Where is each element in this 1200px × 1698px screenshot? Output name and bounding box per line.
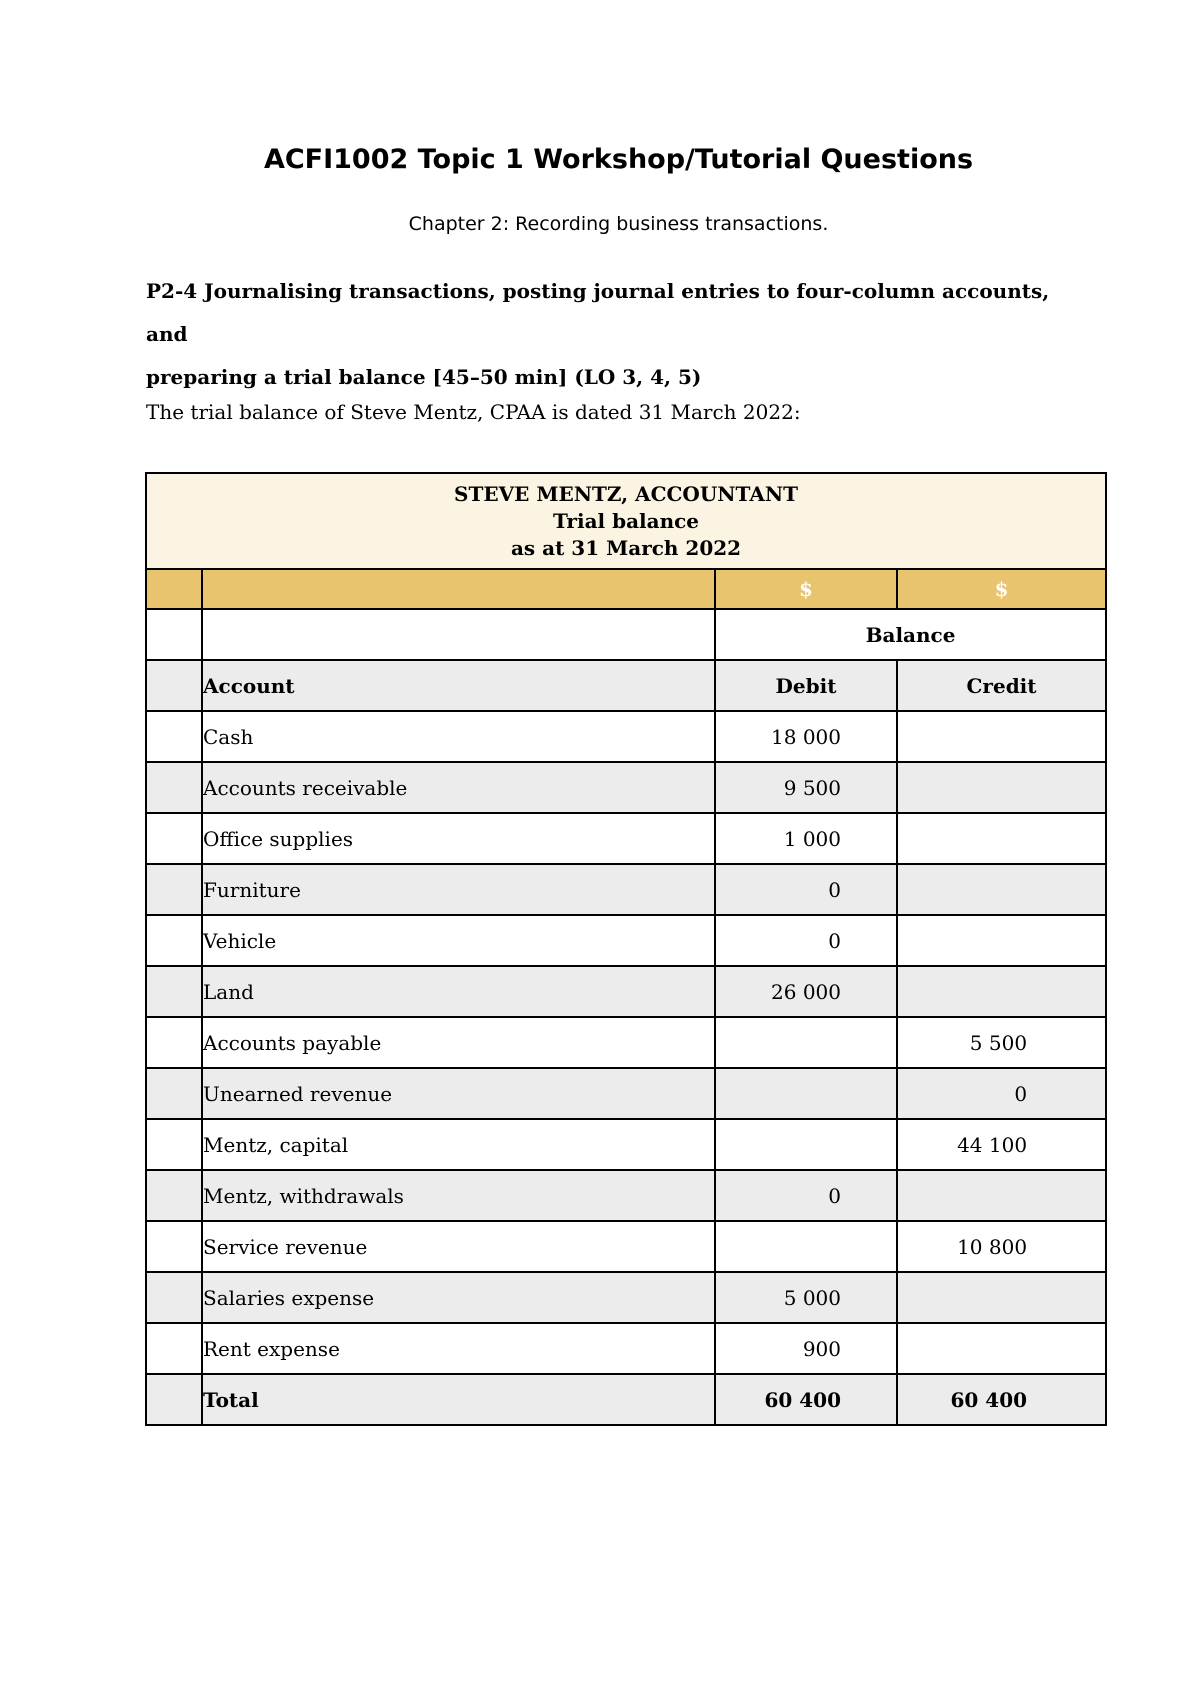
table-header	[146, 473, 1106, 569]
account-name: Unearned revenue	[202, 1068, 715, 1119]
credit-amount: 0	[897, 1068, 1106, 1119]
table-row	[146, 1221, 1106, 1272]
company-name: STEVE MENTZ, ACCOUNTANT	[454, 481, 799, 506]
statement-date: as at 31 March 2022	[510, 535, 742, 560]
account-name: Accounts receivable	[202, 762, 715, 813]
page-title: ACFI1002 Topic 1 Workshop/Tutorial Questions	[263, 144, 974, 175]
trial-balance-table	[145, 472, 1107, 1426]
margin-cell	[146, 1017, 202, 1068]
debit-amount: 0	[715, 1170, 897, 1221]
blank-cell	[202, 609, 715, 660]
table-row	[146, 1323, 1106, 1374]
table-row	[146, 1272, 1106, 1323]
statement-name: Trial balance	[553, 508, 700, 533]
table-row	[146, 1068, 1106, 1119]
table-row	[146, 1119, 1106, 1170]
currency-band-blank-2	[202, 569, 715, 609]
account-name: Cash	[202, 711, 715, 762]
table-header-cell	[146, 473, 1106, 569]
total-credit: 60 400	[897, 1374, 1106, 1425]
table-row	[146, 1170, 1106, 1221]
table-row	[146, 813, 1106, 864]
total-row	[146, 1374, 1106, 1425]
account-name: Service revenue	[202, 1221, 715, 1272]
currency-credit: $	[897, 569, 1106, 609]
table-row	[146, 864, 1106, 915]
credit-amount: 44 100	[897, 1119, 1106, 1170]
intro-text: The trial balance of Steve Mentz, CPAA is dated 31 March 2022:	[146, 400, 801, 424]
margin-cell	[146, 711, 202, 762]
debit-amount: 1 000	[715, 813, 897, 864]
total-debit: 60 400	[715, 1374, 897, 1425]
account-name: Furniture	[202, 864, 715, 915]
credit-amount: 5 500	[897, 1017, 1106, 1068]
credit-column-header: Credit	[897, 660, 1106, 711]
problem-heading-line-1: P2-4 Journalising transactions, posting journal entries to four-column accounts, and	[146, 279, 1050, 346]
credit-amount	[897, 1170, 1106, 1221]
table-row	[146, 711, 1106, 762]
margin-cell	[146, 660, 202, 711]
debit-amount: 0	[715, 864, 897, 915]
table-row	[146, 1017, 1106, 1068]
chapter-subtitle: Chapter 2: Recording business transactions.	[408, 213, 829, 235]
account-name: Rent expense	[202, 1323, 715, 1374]
currency-debit: $	[715, 569, 897, 609]
credit-amount	[897, 966, 1106, 1017]
account-name: Accounts payable	[202, 1017, 715, 1068]
account-name: Land	[202, 966, 715, 1017]
credit-amount: 10 800	[897, 1221, 1106, 1272]
debit-amount: 0	[715, 915, 897, 966]
margin-cell	[146, 762, 202, 813]
margin-cell	[146, 1119, 202, 1170]
account-name: Mentz, withdrawals	[202, 1170, 715, 1221]
table-row	[146, 915, 1106, 966]
balance-label: Balance	[715, 609, 1106, 660]
debit-amount: 26 000	[715, 966, 897, 1017]
column-headers-row	[146, 660, 1106, 711]
debit-amount: 9 500	[715, 762, 897, 813]
problem-heading-line-2: preparing a trial balance [45–50 min] (LO 3, 4, 5)	[146, 365, 702, 389]
account-name: Vehicle	[202, 915, 715, 966]
table-row	[146, 966, 1106, 1017]
margin-cell	[146, 1374, 202, 1425]
debit-amount	[715, 1017, 897, 1068]
credit-amount	[897, 915, 1106, 966]
total-label: Total	[202, 1374, 715, 1425]
margin-cell	[146, 1323, 202, 1374]
margin-cell	[146, 1272, 202, 1323]
debit-amount: 900	[715, 1323, 897, 1374]
account-column-header: Account	[202, 660, 715, 711]
debit-amount	[715, 1221, 897, 1272]
debit-amount: 18 000	[715, 711, 897, 762]
debit-amount	[715, 1068, 897, 1119]
balance-label-row	[146, 609, 1106, 660]
margin-cell	[146, 966, 202, 1017]
margin-cell	[146, 1170, 202, 1221]
debit-amount	[715, 1119, 897, 1170]
problem-heading	[146, 270, 1096, 399]
credit-amount	[897, 864, 1106, 915]
margin-cell	[146, 813, 202, 864]
credit-amount	[897, 711, 1106, 762]
margin-cell	[146, 609, 202, 660]
debit-column-header: Debit	[715, 660, 897, 711]
margin-cell	[146, 864, 202, 915]
debit-amount: 5 000	[715, 1272, 897, 1323]
account-name: Mentz, capital	[202, 1119, 715, 1170]
currency-band-blank-1	[146, 569, 202, 609]
credit-amount	[897, 813, 1106, 864]
margin-cell	[146, 1068, 202, 1119]
credit-amount	[897, 762, 1106, 813]
margin-cell	[146, 915, 202, 966]
credit-amount	[897, 1323, 1106, 1374]
credit-amount	[897, 1272, 1106, 1323]
account-name: Salaries expense	[202, 1272, 715, 1323]
currency-band	[146, 569, 1106, 609]
table-row	[146, 762, 1106, 813]
margin-cell	[146, 1221, 202, 1272]
account-name: Office supplies	[202, 813, 715, 864]
